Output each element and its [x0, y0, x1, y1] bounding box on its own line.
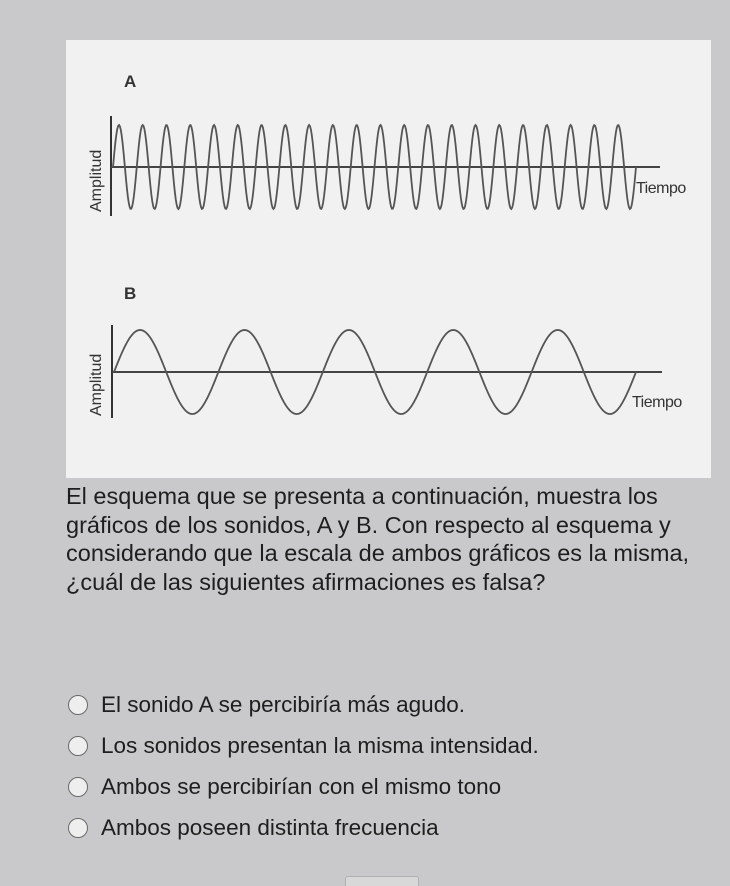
wave-b-x-axis-label: Tiempo [632, 394, 682, 411]
radio-button[interactable] [68, 736, 88, 756]
option-label: Ambos se percibirían con el mismo tono [101, 773, 502, 799]
radio-button[interactable] [68, 695, 88, 715]
option-4[interactable] [66, 807, 706, 848]
wave-a-x-axis-label: Tiempo [636, 180, 686, 197]
option-label: El sonido A se percibiría más agudo. [101, 691, 465, 717]
wave-a-y-axis-label: Amplitud [88, 149, 105, 212]
option-label: Los sonidos presentan la misma intensidad. [101, 732, 539, 758]
option-2[interactable] [66, 725, 706, 766]
radio-button[interactable] [68, 777, 88, 797]
wave-a-label: A [124, 72, 137, 91]
wave-b-y-axis-label: Amplitud [88, 353, 105, 416]
wave-graphs [66, 40, 711, 478]
option-3[interactable] [66, 766, 706, 807]
answer-options [66, 684, 706, 848]
wave-b-label: B [124, 284, 137, 303]
option-1[interactable] [66, 684, 706, 725]
radio-button[interactable] [68, 818, 88, 838]
sound-wave-figure [66, 40, 711, 478]
question-text: El esquema que se presenta a continuación, muestra los gráficos de los sonidos, A y B. Con respecto al esquema y considerando que la escala de ambos gráficos es la misma, ¿cuál de las siguientes afirmaciones es falsa? [66, 483, 690, 595]
option-label: Ambos poseen distinta frecuencia [101, 814, 439, 840]
